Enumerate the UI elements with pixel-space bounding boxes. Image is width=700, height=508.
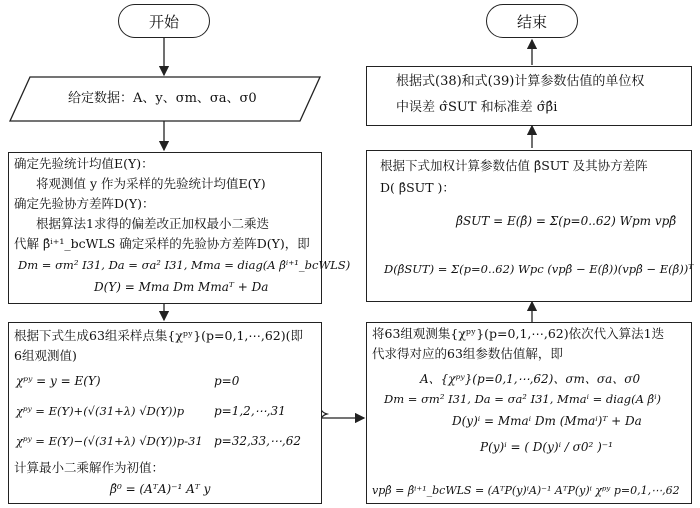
sampling-cond-2: p=1,2,⋯,31 — [214, 404, 286, 418]
iteration-eq-2: Dm = σm² I31, Da = σa² I31, Mmaⁱ = diag(A β̂ⁱ) — [384, 392, 662, 406]
end-label: 结束 — [516, 12, 547, 31]
prior-cov-eq-2: D(Y) = Mma Dm Mmaᵀ + Da — [94, 280, 269, 294]
iteration-eq-1: A、{χᵖʸ}(p=0,1,⋯,62)、σm、σa、σ0 — [420, 372, 641, 386]
iteration-eq-5: vpβ̂ = β̂ⁱ⁺¹_bcWLS = (AᵀP(y)ⁱA)⁻¹ AᵀP(y)ⁱ χᵖʸ p=0,1,⋯,62 — [372, 484, 680, 497]
sampling-cond-3: p=32,33,⋯,62 — [214, 434, 301, 448]
sampling-eq-2: χᵖʸ = E(Y)+(√(31+λ) √D(Y))p — [16, 404, 185, 418]
prior-cov-heading: 确定先验协方差阵D(Y)： — [14, 196, 155, 211]
weighted-eq-2: D(β̂SUT) = Σ(p=0..62) Wpc (vpβ̂ − E(β̂))(vpβ̂ − E(β̂))ᵀ — [384, 262, 694, 276]
sampling-eq-1: χᵖʸ = y = E(Y) — [16, 374, 101, 388]
accuracy-text-2: 中误差 σ̂SUT 和标准差 σ̂β̂i — [396, 100, 558, 115]
given-data-text: 给定数据：A、y、σm、σa、σ0 — [68, 91, 257, 106]
prior-mean-heading: 确定先验统计均值E(Y)： — [14, 156, 154, 171]
sampling-cond-1: p=0 — [214, 374, 240, 388]
iteration-eq-4: P(y)ⁱ = ( D(y)ⁱ / σ0² )⁻¹ — [480, 440, 613, 454]
sampling-text-1: 根据下式生成63组采样点集{χᵖʸ}(p=0,1,⋯,62)(即 — [14, 328, 304, 343]
weighted-text-2: D( β̂SUT )： — [380, 180, 455, 195]
weighted-text-1: 根据下式加权计算参数估值 β̂SUT 及其协方差阵 — [380, 158, 648, 173]
weighted-eq-1: β̂SUT = E(β̂) = Σ(p=0..62) Wpm vpβ̂ — [456, 214, 677, 228]
iteration-text-2: 代求得对应的63组参数估值解，即 — [372, 346, 563, 361]
prior-mean-text: 将观测值 y 作为采样的先验统计均值E(Y) — [36, 176, 266, 191]
prior-cov-eq-1: Dm = σm² I31, Da = σa² I31, Mma = diag(A β̂ⁱ⁺¹_bcWLS) — [18, 258, 351, 272]
start-label: 开始 — [148, 12, 179, 31]
iteration-eq-3: D(y)ⁱ = Mmaⁱ Dm (Mmaⁱ)ᵀ + Da — [452, 414, 642, 428]
sampling-eq-3: χᵖʸ = E(Y)−(√(31+λ) √D(Y))p-31 — [16, 434, 203, 448]
initial-value-text: 计算最小二乘解作为初值： — [14, 460, 165, 475]
accuracy-text-1: 根据式(38)和式(39)计算参数估值的单位权 — [396, 74, 645, 89]
prior-cov-text-2: 代解 β̂ⁱ⁺¹_bcWLS 确定采样的先验协方差阵D(Y)，即 — [14, 236, 310, 251]
iteration-text-1: 将63组观测集{χᵖʸ}(p=0,1,⋯,62)依次代入算法1迭 — [372, 326, 665, 341]
initial-value-eq: β̂⁰ = (AᵀA)⁻¹ Aᵀ y — [110, 482, 211, 496]
prior-cov-text-1: 根据算法1求得的偏差改正加权最小二乘迭 — [36, 216, 269, 231]
sampling-text-2: 6组观测值) — [14, 348, 77, 363]
